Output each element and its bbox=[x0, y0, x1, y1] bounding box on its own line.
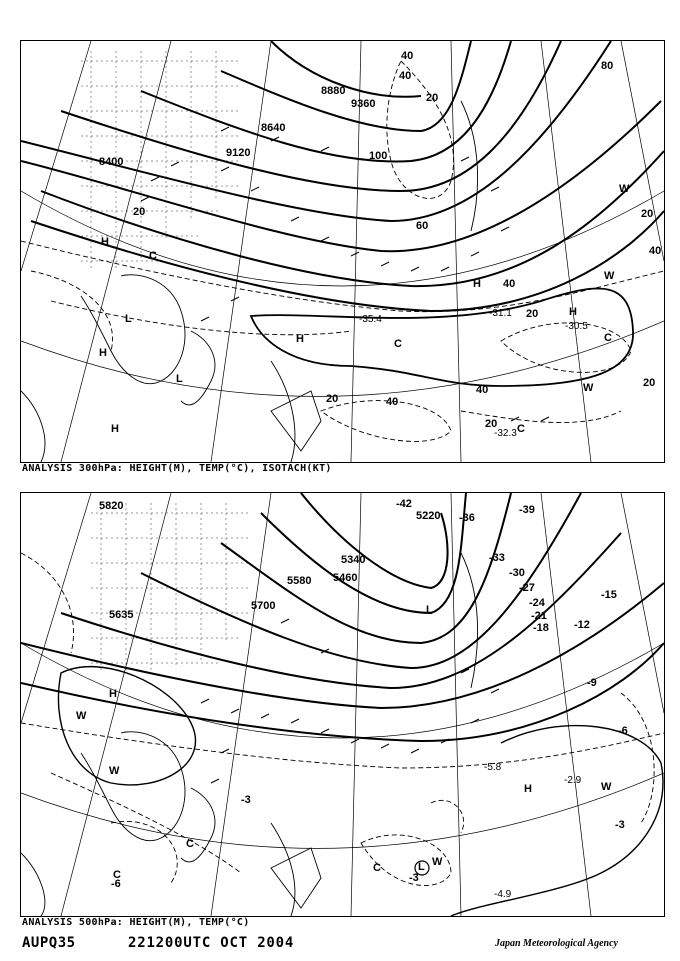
isotherm-label: -21 bbox=[531, 610, 547, 622]
isotherm-label: -3 bbox=[409, 872, 419, 884]
chart-code: AUPQ35 bbox=[22, 935, 76, 951]
coastline bbox=[21, 553, 478, 916]
isotherm-label: -39 bbox=[519, 504, 535, 516]
system-label: H bbox=[569, 306, 577, 318]
isotherm-label: -3 bbox=[241, 794, 251, 806]
isotherm-label: -24 bbox=[529, 597, 545, 609]
isotach-label: 20 bbox=[641, 208, 654, 220]
isotherm-label: -36 bbox=[459, 512, 475, 524]
system-label: W bbox=[601, 781, 612, 793]
temperature-label: -31.1 bbox=[489, 308, 512, 319]
height-label: 8880 bbox=[321, 85, 346, 97]
isotach-label: 20 bbox=[426, 92, 439, 104]
isotherm-label: -42 bbox=[396, 498, 412, 510]
temperature-label: -4.9 bbox=[494, 889, 512, 900]
system-label: W bbox=[432, 856, 443, 868]
system-label: H bbox=[101, 236, 109, 248]
system-label: C bbox=[604, 332, 612, 344]
system-label: W bbox=[583, 382, 594, 394]
system-label: C bbox=[394, 338, 402, 350]
system-label: H bbox=[111, 423, 119, 435]
isotherm-label: -3 bbox=[615, 819, 625, 831]
map-300hpa bbox=[20, 40, 665, 463]
temperature-label: -32.3 bbox=[494, 428, 517, 439]
height-label: 5820 bbox=[99, 500, 124, 512]
isotach-label: 20 bbox=[526, 308, 539, 320]
map-300hpa-graphics bbox=[21, 41, 664, 462]
map-500hpa bbox=[20, 492, 665, 917]
height-label: 9120 bbox=[226, 147, 251, 159]
isotherm-label: -30 bbox=[509, 567, 525, 579]
isotherm-label: -33 bbox=[489, 552, 505, 564]
height-label: 5460 bbox=[333, 572, 358, 584]
system-label: C bbox=[113, 869, 121, 881]
system-label: W bbox=[109, 765, 120, 777]
isotach-label: 40 bbox=[386, 396, 399, 408]
isotherm-label: -27 bbox=[519, 582, 535, 594]
system-label: H bbox=[99, 347, 107, 359]
temperature-label: -35.4 bbox=[359, 314, 382, 325]
system-label: L bbox=[125, 313, 132, 325]
isotach-label: 20 bbox=[643, 377, 656, 389]
height-label: 5220 bbox=[416, 510, 441, 522]
system-label: C bbox=[517, 423, 525, 435]
isotach-label: 40 bbox=[401, 50, 414, 62]
system-label: W bbox=[604, 270, 615, 282]
system-label: C bbox=[186, 838, 194, 850]
height-label: 5580 bbox=[287, 575, 312, 587]
isotach-label: 20 bbox=[326, 393, 339, 405]
temperature-label: -2.9 bbox=[564, 775, 582, 786]
isotach-label: 40 bbox=[503, 278, 516, 290]
isotach-label: 60 bbox=[416, 220, 429, 232]
wind-barbs bbox=[141, 127, 549, 421]
isotach-label: 40 bbox=[649, 245, 662, 257]
isotach-label: 40 bbox=[399, 70, 412, 82]
system-label: H bbox=[473, 278, 481, 290]
height-label: 8640 bbox=[261, 122, 286, 134]
isotach-label: 100 bbox=[369, 150, 388, 162]
system-label: L bbox=[426, 604, 433, 616]
ridge-enclosure bbox=[451, 726, 663, 916]
height-label: 5700 bbox=[251, 600, 276, 612]
isotherm-label: -18 bbox=[533, 622, 549, 634]
agency-name: Japan Meteorological Agency bbox=[495, 938, 618, 949]
height-label: 8400 bbox=[99, 156, 124, 168]
isotach-label: 80 bbox=[601, 60, 614, 72]
isotherm-label: -15 bbox=[601, 589, 617, 601]
height-label: 9360 bbox=[351, 98, 376, 110]
isotach-label: 20 bbox=[485, 418, 498, 430]
isotherm-label: -6 bbox=[111, 878, 121, 890]
system-label: C bbox=[149, 250, 157, 262]
system-label: L bbox=[176, 373, 183, 385]
system-label: L bbox=[418, 861, 425, 873]
ridge-enclosure bbox=[58, 667, 195, 785]
isotach-label: 20 bbox=[133, 206, 146, 218]
system-label: W bbox=[619, 183, 630, 195]
isotach-label: 40 bbox=[476, 384, 489, 396]
height-label: 5340 bbox=[341, 554, 366, 566]
height-contours bbox=[21, 41, 664, 311]
system-label: H bbox=[296, 333, 304, 345]
system-label: H bbox=[109, 688, 117, 700]
caption-300hpa: ANALYSIS 300hPa: HEIGHT(M), TEMP(°C), ISOTACH(KT) bbox=[22, 463, 332, 474]
caption-500hpa: ANALYSIS 500hPa: HEIGHT(M), TEMP(°C) bbox=[22, 917, 250, 928]
isotherm-label: -6 bbox=[618, 725, 628, 737]
valid-time: 221200UTC OCT 2004 bbox=[128, 935, 295, 951]
system-label: W bbox=[76, 710, 87, 722]
isotherm-label: -12 bbox=[574, 619, 590, 631]
temperature-label: -5.8 bbox=[484, 762, 502, 773]
temperature-label: -30.5 bbox=[565, 321, 588, 332]
system-label: H bbox=[524, 783, 532, 795]
system-label: C bbox=[373, 862, 381, 874]
isotherm-label: -9 bbox=[587, 677, 597, 689]
height-label: 5635 bbox=[109, 609, 134, 621]
jet-enclosure bbox=[251, 289, 633, 386]
